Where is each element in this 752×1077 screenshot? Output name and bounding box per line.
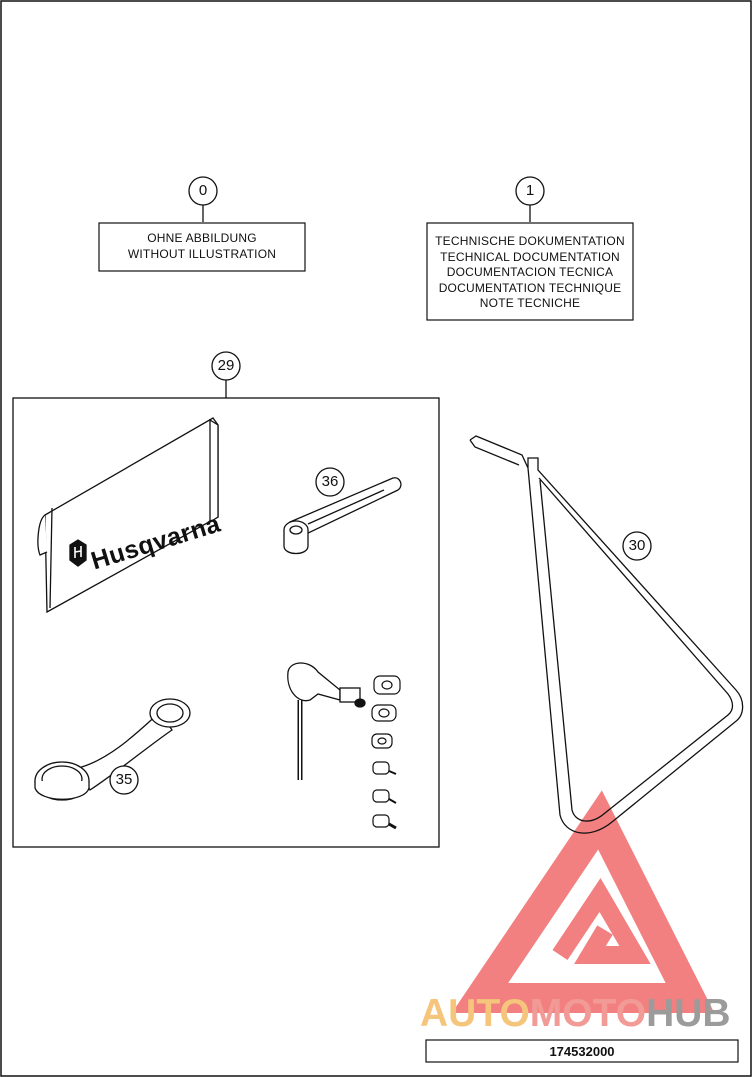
label-tech-doc xyxy=(427,234,633,312)
callout-1-label: 1 xyxy=(525,182,535,199)
callout-29-label: 29 xyxy=(217,357,235,374)
label-line: WITHOUT ILLUSTRATION xyxy=(127,246,277,261)
t-handle-driver xyxy=(288,663,365,780)
label-line: DOCUMENTATION TECHNIQUE xyxy=(438,280,622,295)
watermark-part-auto: AUTO xyxy=(420,992,530,1035)
label-no-illustration xyxy=(99,231,305,262)
watermark-logo xyxy=(480,820,690,998)
callout-0-label: 0 xyxy=(198,182,208,199)
label-line: TECHNISCHE DOKUMENTATION xyxy=(435,234,625,248)
callout-36-label: 36 xyxy=(321,473,339,490)
watermark-part-moto: MOTO xyxy=(529,992,647,1035)
label-line: TECHNICAL DOCUMENTATION xyxy=(440,249,620,264)
bit-set xyxy=(372,676,400,828)
watermark-part-hub: HUB xyxy=(646,992,731,1035)
tool-bag xyxy=(38,418,218,612)
label-line: NOTE TECNICHE xyxy=(479,296,581,310)
part-number: 174532000 xyxy=(549,1044,615,1059)
watermark-text xyxy=(420,992,750,1036)
callout-35-label: 35 xyxy=(115,771,133,788)
callout-30-label: 30 xyxy=(628,537,646,554)
side-stand xyxy=(470,436,743,833)
husqvarna-logo-icon xyxy=(70,540,86,566)
label-line: OHNE ABBILDUNG xyxy=(147,231,257,245)
tool-bag-brand: Husqvarna xyxy=(87,509,224,576)
label-line: DOCUMENTACION TECNICA xyxy=(446,265,614,279)
